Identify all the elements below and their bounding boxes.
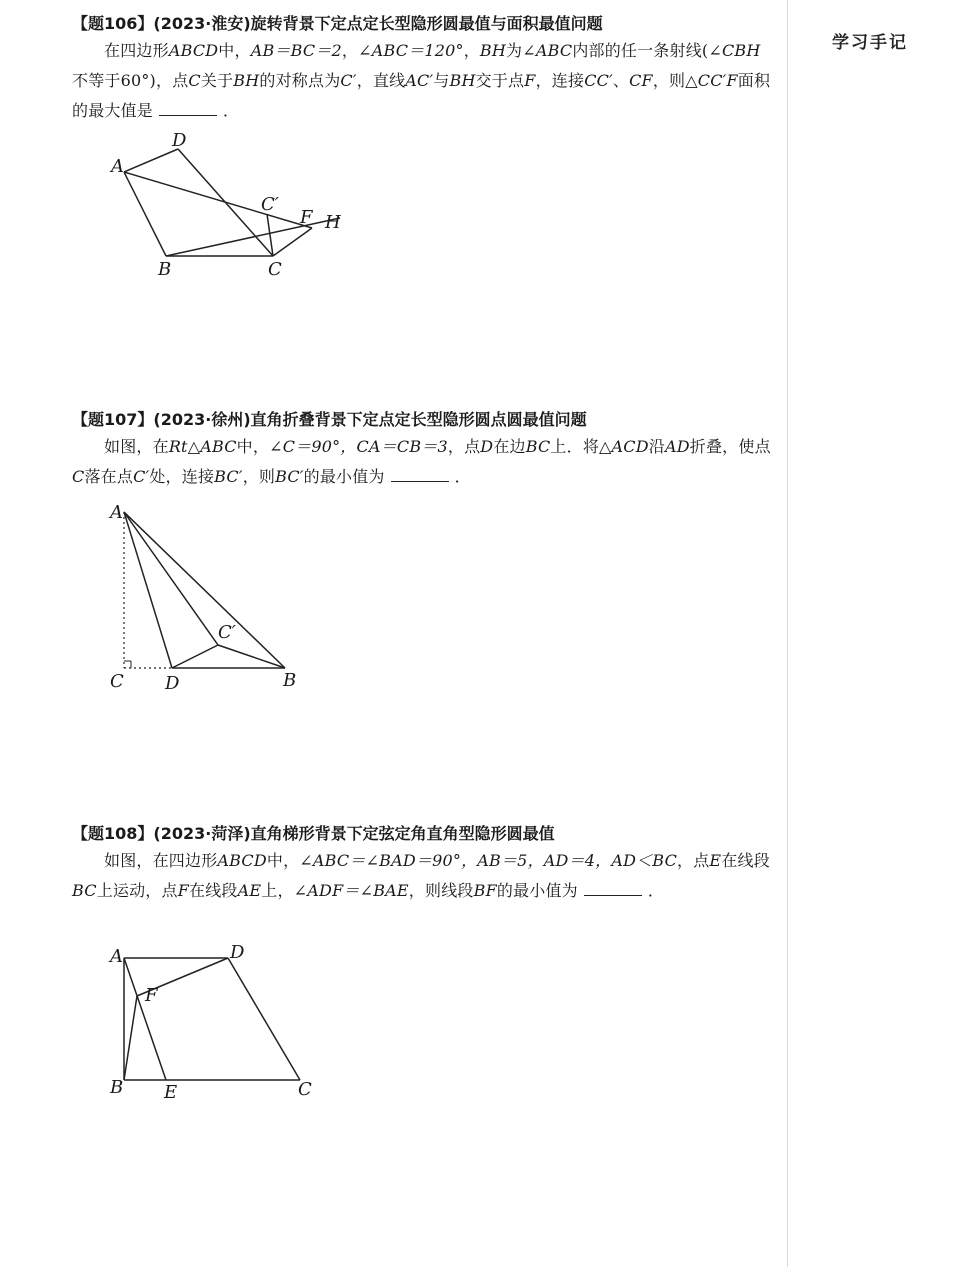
problem-108-title: (2023·菏泽)直角梯形背景下定弦定角直角型隐形圆最值 bbox=[153, 824, 555, 843]
study-notes-title: 学习手记 bbox=[832, 33, 908, 53]
label-B: B bbox=[158, 259, 172, 280]
segment-DC bbox=[228, 958, 300, 1080]
label-D: D bbox=[165, 673, 180, 694]
label-H: H bbox=[325, 212, 341, 233]
label-A: A bbox=[111, 156, 124, 177]
label-F: F bbox=[145, 985, 158, 1006]
label-F: F bbox=[300, 207, 313, 228]
segment-BF bbox=[124, 996, 137, 1080]
label-A: A bbox=[110, 946, 123, 967]
label-A: A bbox=[110, 502, 123, 523]
problem-108-number: 【题108】 bbox=[72, 824, 154, 843]
problem-106-statement: 在四边形ABCD中，AB＝BC＝2，∠ABC＝120°，BH为∠ABC内部的任一条射线(∠CBH不等于60°)，点C关于BH的对称点为C′，直线AC′与BH交于点F，连接CC′、CF，则△CC′F面积的最大值是 ． bbox=[72, 41, 771, 120]
label-C: C bbox=[268, 259, 282, 280]
label-D: D bbox=[172, 130, 187, 151]
segment-AE bbox=[124, 958, 166, 1080]
problem-107-number: 【题107】 bbox=[72, 410, 154, 429]
label-B: B bbox=[283, 670, 297, 691]
label-D: D bbox=[230, 942, 245, 963]
problem-107-title: (2023·徐州)直角折叠背景下定点定长型隐形圆点圆最值问题 bbox=[153, 410, 587, 429]
problem-106-number: 【题106】 bbox=[72, 14, 154, 33]
problem-106-title: (2023·淮安)旋转背景下定点定长型隐形圆最值与面积最值问题 bbox=[153, 14, 603, 33]
label-C: C bbox=[110, 671, 124, 692]
problem-107-statement: 如图，在Rt△ABC中，∠C＝90°，CA＝CB＝3，点D在边BC上．将△ACD沿AD折叠，使点C落在点C′处，连接BC′，则BC′的最小值为 ． bbox=[72, 437, 771, 486]
label-C-prime: C′ bbox=[261, 194, 279, 215]
problem-108-statement: 如图，在四边形ABCD中，∠ABC＝∠BAD＝90°，AB＝5，AD＝4，AD＜BC，点E在线段BC上运动，点F在线段AE上，∠ADF＝∠BAE，则线段BF的最小值为 ． bbox=[72, 851, 770, 900]
label-B: B bbox=[110, 1077, 124, 1098]
label-C: C bbox=[298, 1079, 312, 1100]
label-C-prime: C′ bbox=[218, 622, 236, 643]
label-E: E bbox=[164, 1082, 178, 1103]
